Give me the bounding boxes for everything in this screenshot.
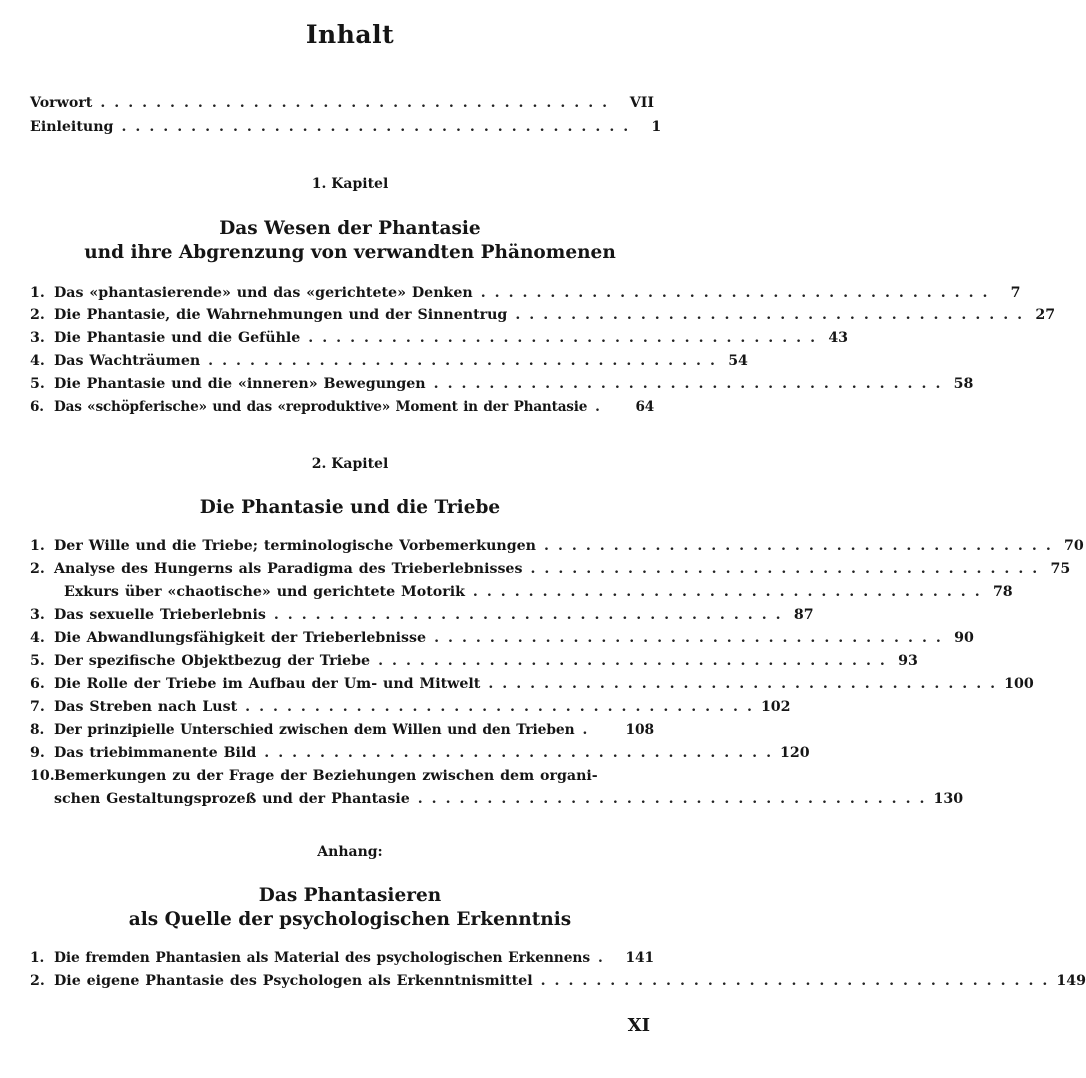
toc-entry[interactable] — [30, 373, 974, 395]
toc-entry-page: 120 — [780, 745, 810, 761]
toc-entry[interactable] — [30, 673, 1034, 695]
toc-entry-label: Die Phantasie, die Wahrnehmungen und der Sinnentrug — [54, 307, 508, 323]
toc-entry-label: Das «schöpferische» und das «reproduktive» Moment in der Phantasie — [54, 399, 588, 415]
chapter-2-title: Die Phantasie und die Triebe — [199, 497, 501, 518]
toc-entry[interactable] — [30, 742, 810, 764]
toc-entry-vorwort[interactable] — [30, 92, 654, 114]
toc-entry[interactable] — [30, 304, 1056, 326]
toc-entry-excursus[interactable] — [30, 581, 1013, 603]
toc-entry-page: 70 — [1064, 538, 1084, 554]
toc-entry[interactable] — [30, 650, 918, 672]
toc-entry-continuation[interactable] — [30, 788, 964, 810]
toc-entry-page: 93 — [898, 653, 918, 669]
leader-dots: ..................................... — [264, 745, 781, 761]
leader-dots: ..................................... — [544, 538, 1060, 554]
toc-entry-label: Der spezifische Objektbezug der Triebe — [54, 653, 371, 669]
toc-entry-label: Das Wachträumen — [54, 353, 201, 369]
toc-entry-einleitung[interactable] — [30, 116, 662, 138]
leader-dots: ..................................... — [245, 699, 761, 715]
toc-entry[interactable] — [30, 696, 791, 718]
leader-dots: ..................................... — [515, 307, 1032, 323]
toc-entry-label: Das triebimmanente Bild — [54, 745, 257, 761]
appendix-label: Anhang: — [317, 844, 383, 860]
toc-entry-label: Die Phantasie und die Gefühle — [54, 330, 301, 346]
toc-entry-number: 5. — [30, 376, 45, 392]
toc-entry[interactable] — [30, 350, 748, 372]
toc-entry-number: 1. — [30, 285, 45, 301]
leader-dots: ..................................... — [121, 119, 638, 135]
toc-entry-number: 4. — [30, 630, 45, 646]
toc-entry[interactable] — [30, 558, 1071, 580]
toc-entry-page: 149 — [1056, 973, 1086, 989]
leader-dots: ..................................... — [434, 630, 950, 646]
toc-entry-number: 2. — [30, 561, 45, 577]
toc-entry-label: Exkurs über «chaotische» und gerichtete Motorik — [64, 584, 465, 600]
toc-entry-page: 27 — [1035, 307, 1056, 323]
toc-entry[interactable] — [30, 396, 654, 418]
toc-entry-page: 100 — [1004, 676, 1034, 692]
toc-entry[interactable] — [30, 719, 654, 741]
toc-entry-page: VII — [629, 95, 654, 111]
toc-entry-label: Vorwort — [30, 95, 93, 111]
leader-dots: ..................................... — [208, 353, 724, 369]
toc-entry[interactable] — [30, 627, 974, 649]
toc-entry-label: Die Phantasie und die «inneren» Bewegungen — [54, 376, 426, 392]
toc-entry-number: 9. — [30, 745, 45, 761]
toc-entry[interactable] — [30, 765, 654, 787]
toc-entry-number: 6. — [30, 399, 44, 415]
toc-entry[interactable] — [30, 604, 814, 626]
page-number: XI — [627, 1015, 650, 1036]
toc-entry-page: 87 — [793, 607, 814, 623]
toc-entry-page: 141 — [625, 950, 654, 966]
leader-dots: ..................................... — [417, 791, 934, 807]
appendix-title-line2: als Quelle der psychologischen Erkenntnis — [128, 909, 572, 930]
toc-entry-number: 1. — [30, 538, 45, 554]
toc-entry-label: Der Wille und die Triebe; terminologische Vorbemerkungen — [54, 538, 536, 554]
leader-dots: ..................................... — [530, 561, 1047, 577]
toc-entry-number: 2. — [30, 973, 45, 989]
leader-dots: ..................................... — [100, 95, 617, 111]
toc-entry-number: 8. — [30, 722, 45, 738]
leader-dots: ..................................... — [378, 653, 894, 669]
leader-dots: ..................................... — [472, 584, 989, 600]
toc-entry-page: 1 — [651, 119, 662, 135]
chapter-1-title-line1: Das Wesen der Phantasie — [219, 218, 481, 239]
toc-entry-label: Das Streben nach Lust — [54, 699, 238, 715]
toc-entry-page: 54 — [728, 353, 748, 369]
toc-entry-number: 2. — [30, 307, 45, 323]
toc-entry-number: 4. — [30, 353, 45, 369]
toc-entry-label: Die eigene Phantasie des Psychologen als Erkenntnismittel — [54, 973, 533, 989]
leader-dots: ..................................... — [308, 330, 825, 346]
toc-entry-page: 78 — [992, 584, 1013, 600]
toc-entry-number: 3. — [30, 607, 45, 623]
chapter-1-title-line2: und ihre Abgrenzung von verwandten Phänomenen — [84, 242, 616, 263]
toc-entry-label: Einleitung — [30, 119, 114, 135]
leader-dots: . — [598, 950, 612, 966]
toc-entry-page: 75 — [1050, 561, 1071, 577]
toc-entry-label: Analyse des Hungerns als Paradigma des Trieberlebnisses — [54, 561, 523, 577]
toc-entry-page: 108 — [625, 722, 654, 738]
leader-dots: ..................................... — [540, 973, 1057, 989]
page-title: Inhalt — [305, 20, 395, 49]
toc-entry-page: 102 — [760, 699, 791, 715]
leader-dots: . — [582, 722, 597, 738]
toc-entry-label: Die Rolle der Triebe im Aufbau der Um- und Mitwelt — [54, 676, 481, 692]
leader-dots: ..................................... — [433, 376, 950, 392]
appendix-title-line1: Das Phantasieren — [258, 885, 442, 906]
toc-entry-number: 10. — [30, 768, 55, 784]
toc-entry-label: Die Abwandlungsfähigkeit der Trieberlebnisse — [54, 630, 427, 646]
toc-entry-label: Bemerkungen zu der Frage der Beziehungen zwischen dem organi- — [54, 768, 598, 784]
toc-entry-number: 5. — [30, 653, 45, 669]
toc-entry-label: Das sexuelle Trieberlebnis — [54, 607, 266, 623]
toc-entry-page: 130 — [933, 791, 964, 807]
toc-entry-label: Das «phantasierende» und das «gerichtete» Denken — [54, 285, 473, 301]
toc-entry-page: 7 — [1010, 285, 1021, 301]
toc-entry-page: 58 — [953, 376, 974, 392]
leader-dots: ..................................... — [273, 607, 790, 623]
toc-entry-page: 64 — [635, 399, 654, 415]
toc-entry-label: Die fremden Phantasien als Material des psychologischen Erkennens — [54, 950, 591, 966]
leader-dots: . — [595, 399, 609, 415]
toc-entry[interactable] — [30, 535, 1084, 557]
toc-entry-page: 43 — [828, 330, 849, 346]
leader-dots: ..................................... — [488, 676, 1005, 692]
toc-entry[interactable] — [30, 282, 1021, 304]
leader-dots: ..................................... — [480, 285, 997, 301]
toc-entry[interactable] — [30, 947, 654, 969]
toc-entry[interactable] — [30, 327, 849, 349]
toc-entry-number: 6. — [30, 676, 45, 692]
toc-entry-page: 90 — [954, 630, 974, 646]
chapter-1-label: 1. Kapitel — [311, 176, 389, 192]
toc-entry-label: schen Gestaltungsprozeß und der Phantasie — [54, 791, 410, 807]
toc-entry[interactable] — [30, 970, 1086, 992]
toc-entry-number: 3. — [30, 330, 45, 346]
toc-entry-label: Der prinzipielle Unterschied zwischen dem Willen und den Trieben — [54, 722, 575, 738]
chapter-2-label: 2. Kapitel — [311, 456, 389, 472]
toc-entry-number: 1. — [30, 950, 45, 966]
toc-entry-number: 7. — [30, 699, 45, 715]
